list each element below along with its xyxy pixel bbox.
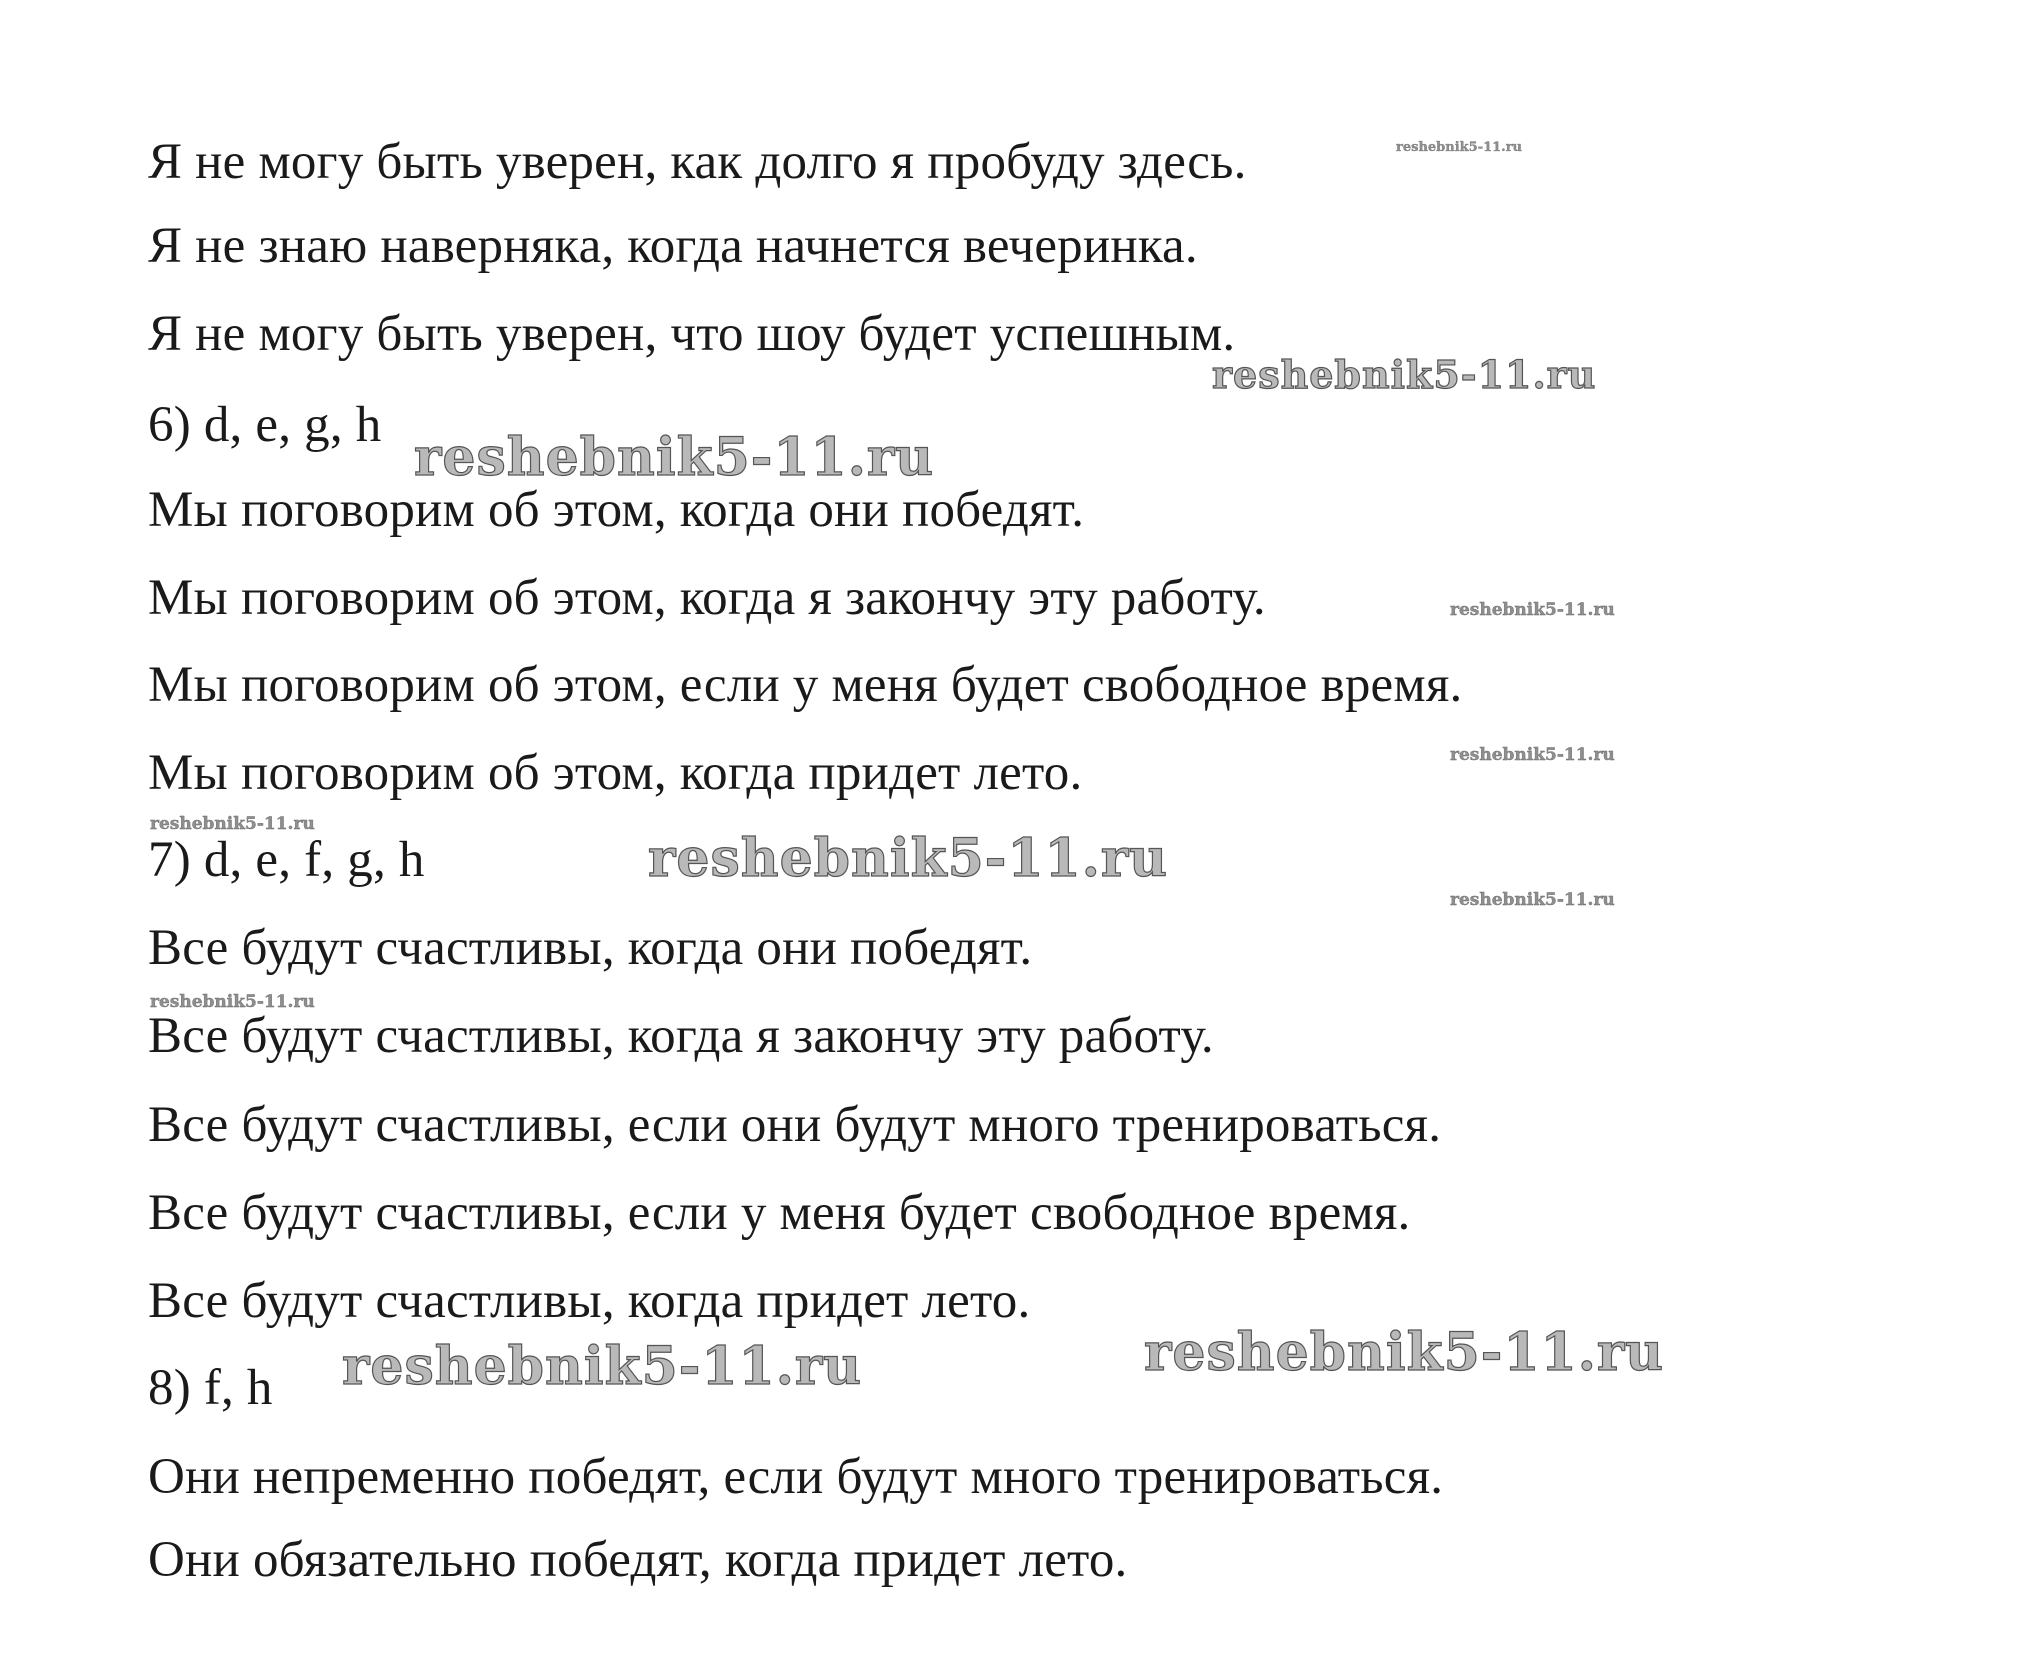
text-line: Они непременно победят, если будут много тренироваться. bbox=[148, 1449, 1444, 1505]
watermark: reshebnik5-11.ru bbox=[1396, 140, 1523, 155]
watermark: reshebnik5-11.ru bbox=[1450, 600, 1615, 620]
text-line: Мы поговорим об этом, когда они победят. bbox=[148, 482, 1085, 538]
text-line: Все будут счастливы, если у меня будет свободное время. bbox=[148, 1185, 1411, 1241]
watermark: reshebnik5-11.ru bbox=[648, 828, 1169, 889]
watermark: reshebnik5-11.ru bbox=[1144, 1322, 1665, 1383]
exercise-number: 7) d, e, f, g, h bbox=[148, 832, 425, 888]
text-line: Все будут счастливы, когда придет лето. bbox=[148, 1273, 1031, 1329]
watermark: reshebnik5-11.ru bbox=[1212, 352, 1597, 397]
watermark: reshebnik5-11.ru bbox=[150, 992, 315, 1012]
text-line: Мы поговорим об этом, когда придет лето. bbox=[148, 745, 1083, 801]
text-line: Они обязательно победят, когда придет лето. bbox=[148, 1532, 1128, 1588]
watermark: reshebnik5-11.ru bbox=[342, 1336, 863, 1397]
text-line: Все будут счастливы, если они будут много тренироваться. bbox=[148, 1097, 1442, 1153]
exercise-number: 6) d, e, g, h bbox=[148, 397, 382, 453]
text-line: Все будут счастливы, когда я закончу эту работу. bbox=[148, 1008, 1214, 1064]
watermark: reshebnik5-11.ru bbox=[414, 427, 935, 488]
watermark: reshebnik5-11.ru bbox=[1450, 745, 1615, 765]
text-line: Я не могу быть уверен, что шоу будет успешным. bbox=[148, 306, 1236, 362]
watermark: reshebnik5-11.ru bbox=[150, 814, 315, 834]
text-line: Все будут счастливы, когда они победят. bbox=[148, 920, 1033, 976]
text-line: Мы поговорим об этом, если у меня будет свободное время. bbox=[148, 657, 1463, 713]
text-line: Я не могу быть уверен, как долго я пробуду здесь. bbox=[148, 134, 1247, 190]
exercise-number: 8) f, h bbox=[148, 1360, 273, 1416]
watermark: reshebnik5-11.ru bbox=[1450, 890, 1615, 910]
text-line: Мы поговорим об этом, когда я закончу эту работу. bbox=[148, 570, 1266, 626]
text-line: Я не знаю наверняка, когда начнется вечеринка. bbox=[148, 218, 1198, 274]
